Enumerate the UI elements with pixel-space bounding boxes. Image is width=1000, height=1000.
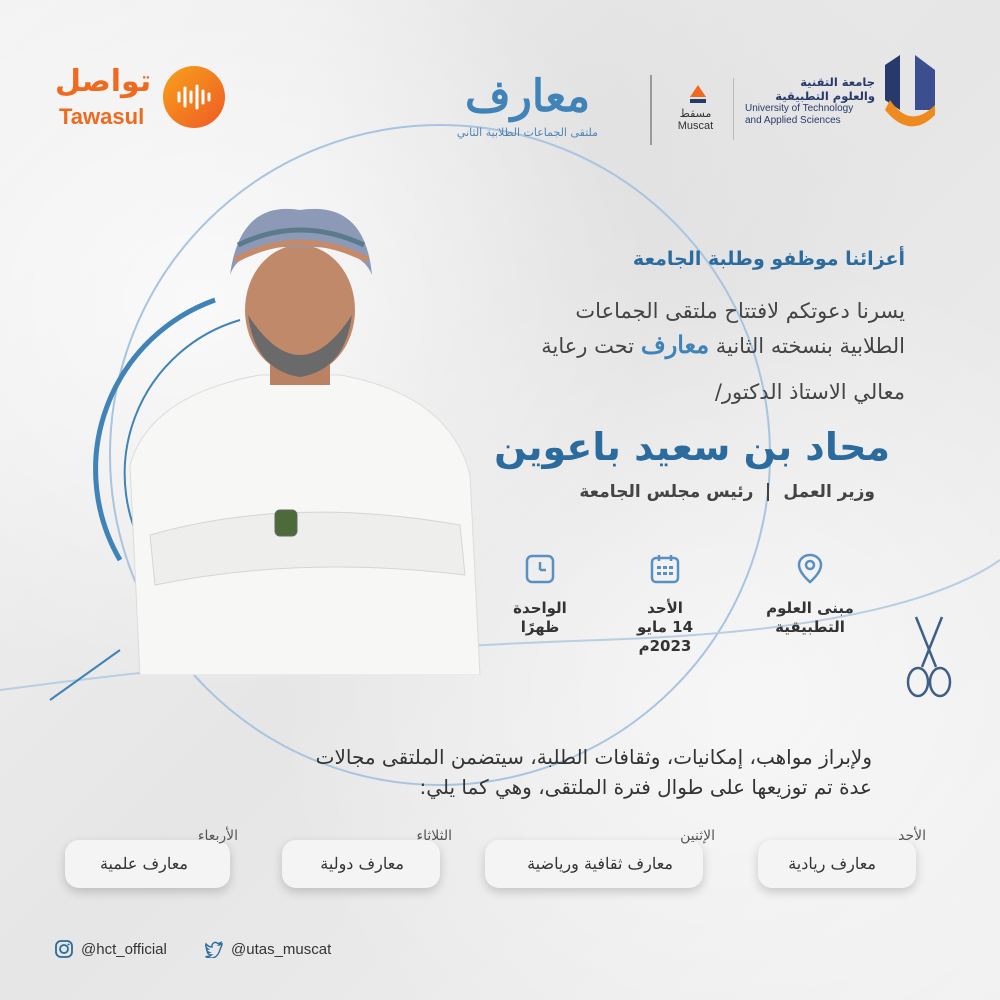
utas-arabic-line1: جامعة التقنية [800,75,875,89]
utas-logo [740,75,940,145]
utas-emblem-icon [880,55,940,135]
date-day: الأحد [647,599,683,617]
day-card-tuesday [282,828,452,888]
twitter-text: @utas_muscat [231,940,332,958]
time-line1: الواحدة [513,599,567,617]
day-title: معارف دولية [320,854,404,873]
location-line1: مبنى العلوم [766,599,854,617]
patron-roles [579,482,875,502]
program-description-line2: عدة تم توزيعها على طوال فترة الملتقى، وهي كما يلي: [419,775,872,799]
day-card-wednesday [65,828,238,888]
instagram-handle[interactable] [55,940,167,958]
role-chairman: رئيس مجلس الجامعة [579,482,754,502]
event-time [485,552,595,637]
twitter-handle[interactable] [205,940,331,958]
date-full: 14 مايو 2023م [636,618,694,655]
maaref-subtitle: ملتقى الجماعات الطلابية الثاني [456,126,599,139]
day-title: معارف ريادية [788,854,876,873]
maaref-logo [435,72,620,142]
day-label: الأحد [898,828,926,844]
event-date [610,552,720,656]
scissors-icon [898,612,960,702]
day-label: الثلاثاء [416,828,452,844]
location-pin-icon [793,552,827,586]
invitation-line1: يسرنا دعوتكم لافتتاح ملتقى الجماعات [575,299,905,323]
muscat-branch-logo [668,85,723,140]
day-title: معارف علمية [99,854,188,873]
header-divider [650,75,652,145]
utas-arabic-line2: والعلوم التطبيقية [775,89,875,103]
invitation-line2-start: الطلابية بنسخته الثانية [715,334,905,358]
invitation-line2-end: تحت رعاية [541,334,635,358]
greeting-heading: أعزائنا موظفو وطلبة الجامعة [632,248,905,270]
patron-name: محاد بن سعيد باعوين [494,425,890,469]
instagram-icon [55,940,73,958]
day-card-sunday [758,828,926,888]
muscat-english: Muscat [677,120,714,132]
guest-portrait [110,205,490,675]
tawasul-logo [55,60,225,140]
tawasul-arabic: تواصل [55,64,152,99]
role-minister: وزير العمل [783,482,875,502]
maaref-wordmark: معارف [464,71,591,122]
instagram-text: @hct_official [81,940,167,958]
muscat-arabic: مسقط [679,107,712,120]
invitation-line2 [475,328,905,363]
roles-separator [767,483,769,501]
time-line2: ظهرًا [520,618,560,636]
muscat-logo-mark [690,85,706,105]
day-label: الأربعاء [197,828,238,844]
calendar-icon [648,552,682,586]
invitation-paragraph [475,295,905,363]
tawasul-english: Tawasul [59,104,145,129]
header-divider-2 [733,78,734,140]
utas-english-line2: and Applied Sciences [745,115,841,126]
utas-english-line1: University of Technology [745,103,854,114]
program-description-line1: ولإبراز مواهب، إمكانيات، وثقافات الطلبة، سيتضمن الملتقى مجالات [315,745,872,769]
clock-icon [523,552,557,586]
program-description [112,742,872,802]
excellency-title: معالي الاستاذ الدكتور/ [714,380,905,404]
location-line2: التطبيقية [775,618,845,636]
day-label: الإثنين [680,828,715,844]
maaref-highlight: معارف [640,330,710,359]
event-location [755,552,865,637]
twitter-bird-icon [205,940,223,958]
day-card-monday [485,828,715,888]
day-title: معارف ثقافية ورياضية [527,854,673,873]
sound-wave-icon [163,66,225,128]
